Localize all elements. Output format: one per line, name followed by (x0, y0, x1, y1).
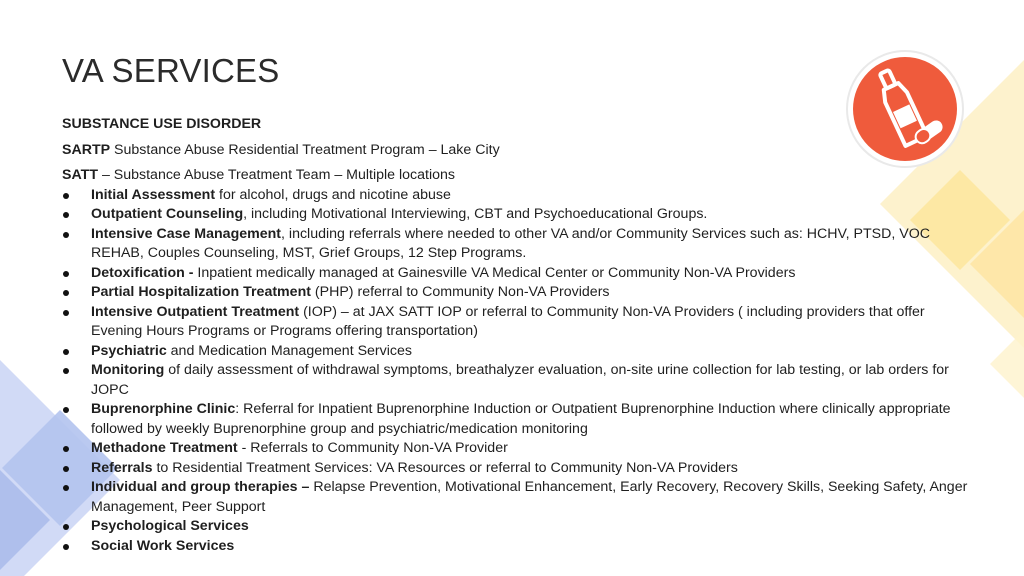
list-item (62, 264, 972, 284)
item-title: Psychological Services (91, 518, 249, 534)
item-text: (PHP) referral to Community Non-VA Providers (310, 284, 610, 300)
item-title: Detoxification - (91, 264, 194, 281)
list-item (62, 537, 972, 557)
item-title: Intensive Case Management (91, 225, 282, 242)
item-title: Individual and group therapies – (91, 479, 310, 495)
list-item (62, 517, 972, 537)
item-title: Partial Hospitalization Treatment (91, 284, 311, 300)
item-text: to Residential Treatment Services: VA Resources or referral to Community Non-VA Providers (152, 459, 738, 476)
item-title: Monitoring (91, 362, 165, 378)
list-item (62, 400, 972, 439)
item-text: and Medication Management Services (166, 342, 412, 359)
list-item (62, 283, 972, 303)
item-title: Referrals (91, 459, 153, 476)
item-title: Social Work Services (91, 537, 235, 554)
item-title: Methadone Treatment (91, 440, 238, 456)
section-heading: SUBSTANCE USE DISORDER (62, 116, 262, 132)
item-text: for alcohol, drugs and nicotine abuse (215, 186, 451, 203)
item-title: Psychiatric (91, 342, 167, 359)
list-item (62, 225, 972, 264)
services-list (62, 186, 972, 557)
item-title: Intensive Outpatient Treatment (91, 303, 300, 320)
list-item (62, 186, 972, 206)
item-title: Initial Assessment (91, 186, 216, 203)
list-item (62, 478, 972, 517)
item-title: Outpatient Counseling (91, 206, 244, 222)
list-item (62, 459, 972, 479)
item-text: : Referral for Inpatient Buprenorphine Induction or Outpatient Buprenorphine Induction where clinically appropriate followed by weekly Buprenorphine group and psychiatric/medication monitoring (91, 401, 951, 437)
list-item (62, 342, 972, 362)
item-title: Buprenorphine Clinic (91, 401, 236, 417)
sartp-text: Substance Abuse Residential Treatment Program – Lake City (110, 141, 500, 158)
list-item (62, 361, 972, 400)
list-item (62, 205, 972, 225)
item-text: Relapse Prevention, Motivational Enhancement, Early Recovery, Recovery Skills, Seeking Safety, Anger Management, Peer Support (91, 479, 968, 515)
satt-text: – Substance Abuse Treatment Team – Multiple locations (98, 167, 455, 183)
item-text: - Referrals to Community Non-VA Provider (237, 440, 508, 456)
satt-line (62, 166, 972, 186)
item-text: Inpatient medically managed at Gainesville VA Medical Center or Community Non-VA Providers (193, 264, 796, 281)
list-item (62, 303, 972, 342)
sartp-label: SARTP (62, 141, 111, 158)
sartp-line (62, 141, 972, 161)
satt-label: SATT (62, 167, 98, 183)
item-text: , including Motivational Interviewing, CBT and Psychoeducational Groups. (243, 206, 708, 222)
list-item (62, 439, 972, 459)
content-body (62, 115, 972, 556)
item-text: , including referrals where needed to other VA and/or Community Services such as: HCHV, PTSD, VOC REHAB, Couples Counseling, MST, Grief Groups, 12 Step Programs. (91, 225, 931, 261)
page-title: VA SERVICES (62, 52, 280, 89)
item-text: of daily assessment of withdrawal symptoms, breathalyzer evaluation, on-site urine collection for lab testing, or lab orders for JOPC (91, 362, 949, 398)
item-text: (IOP) – at JAX SATT IOP or referral to Community Non-VA Providers ( including providers that offer Evening Hours Programs or Programs offering transportation) (91, 303, 925, 339)
